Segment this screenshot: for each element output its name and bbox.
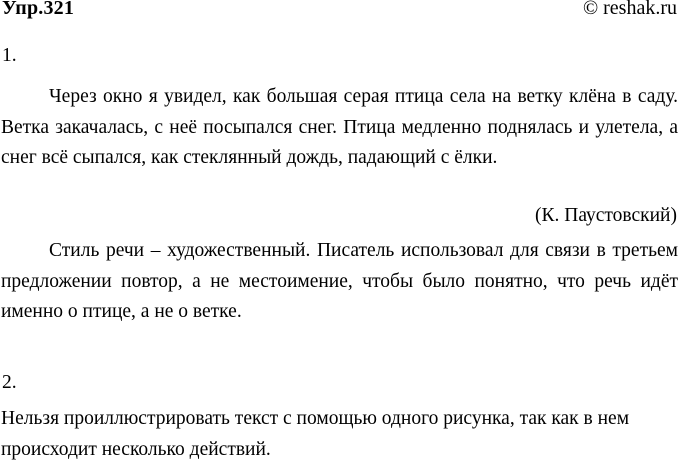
part-2-number: 2. [2,372,17,393]
page-header [0,0,680,24]
quote-author: (К. Паустовский) [534,205,677,226]
part-2-text: Нельзя проиллюстрировать текст с помощью одного рисунка, так как в нем происходит несколько действий. [1,408,630,460]
quoted-text: Через окно я увидел, как большая серая птица села на ветку клёна в саду. Ветка закачалась, с неё посыпался снег. Птица медленно поднялась и улетела, а снег всё сыпался, как стеклянный дождь, падающий с ёлки. [1,86,678,168]
exercise-title: Упр.321 [2,0,75,19]
analysis-text: Стиль речи – художественный. Писатель использовал для связи в третьем предложении повтор, а не местоимение, чтобы было понятно, что речь идёт именно о птице, а не о ветке. [1,240,678,322]
part-1-number: 1. [2,45,17,66]
source-watermark: © reshak.ru [582,0,677,19]
